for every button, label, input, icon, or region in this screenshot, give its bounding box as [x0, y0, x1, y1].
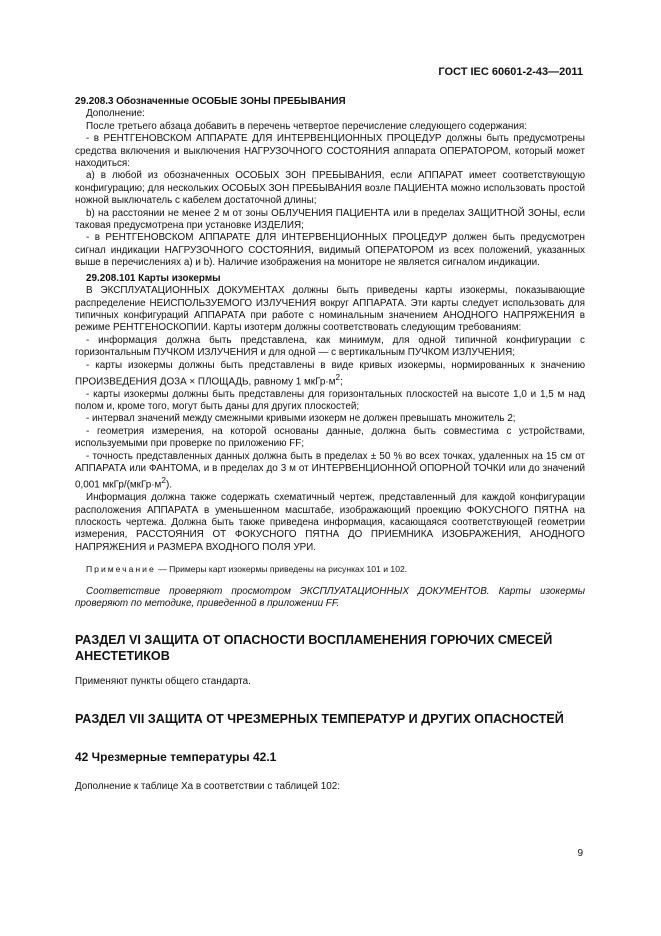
superscript: 2	[335, 372, 341, 382]
paragraph: После третьего абзаца добавить в перечень четвертое перечисление следующего содержания:	[86, 120, 527, 132]
list-item	[75, 360, 585, 389]
page-body	[75, 96, 585, 794]
paragraph: Информация должна также содержать схематичный чертеж, представленный для каждой конфигурации расположения АППАРАТА в уменьшенном масштабе, изображающий проекцию ФОКУСНОГО ПЯТНА на плоскость чертежа. Должна быть также приведена информация, касающаяся соответствующей геометрии измерения, РАССТОЯНИЯ ОТ ФОКУСНОГО ПЯТНА ДО ПРИЕМНИКА ИЗОБРАЖЕНИЯ, АНОДНОГО НАПРЯЖЕНИЯ и РАЗМЕРА ВХОДНОГО ПОЛЯ УРИ.	[75, 492, 585, 553]
note	[75, 563, 585, 575]
paragraph: В ЭКСПЛУАТАЦИОННЫХ ДОКУМЕНТАХ должны быть приведены карты изокермы, показывающие распределение НЕИСПОЛЬЗУЕМОГО ИЗЛУЧЕНИЯ вокруг АППАРАТА. Эти карты следует использовать для типичных конфигураций АППАРАТА при работе с номинальным значением АНОДНОГО НАПРЯЖЕНИЯ в режиме РЕНТГЕНОСКОПИИ. Карты изотерм должны соответствовать следующим требованиям:	[75, 285, 585, 334]
text-run: ;	[340, 376, 343, 388]
section-heading-29-208-101: 29.208.101 Карты изокермы	[86, 272, 221, 284]
list-item	[75, 451, 585, 493]
compliance-statement: Соответствие проверяют просмотром ЭКСПЛУАТАЦИОННЫХ ДОКУМЕНТОВ. Карты изокермы проверяют по методике, приведенной в приложении FF.	[75, 585, 585, 610]
list-item: - информация должна быть представлена, как минимум, для одной типичной конфигурации с горизонтальным ПУЧКОМ ИЗЛУЧЕНИЯ и для одной — с вертикальным ПУЧКОМ ИЗЛУЧЕНИЯ;	[75, 334, 585, 359]
list-item: - геометрия измерения, на которой основаны данные, должна быть совместима с устройствами, используемыми при проверке по приложению FF;	[75, 425, 585, 450]
text-run: - карты изокермы должны быть представлены в виде кривых изокермы, нормированных к значению ПРОИЗВЕДЕНИЯ ДОЗА × ПЛОЩАДЬ, равному 1 мкГр·м	[75, 359, 585, 388]
superscript: 2	[161, 476, 166, 486]
paragraph: Дополнение к таблице Ха в соответствии с таблицей 102:	[75, 781, 340, 793]
page-number: 9	[577, 848, 583, 859]
list-item: - в РЕНТГЕНОВСКОМ АППАРАТЕ ДЛЯ ИНТЕРВЕНЦИОННЫХ ПРОЦЕДУР должны быть предусмотрены средства включения и выключения НАГРУЗОЧНОГО СОСТОЯНИЯ аппарата ОПЕРАТОРОМ, который может находиться:	[75, 133, 585, 170]
text-run: - точность представленных данных должна быть в пределах ± 50 % во всех точках, удаленных на 15 см от АППАРАТА или ФАНТОМА, и в пределах до 3 м от ИНТЕРВЕНЦИОННОЙ ОПОРНОЙ ТОЧКИ или до значений 0,001 мкГр/(мкГр·м	[75, 450, 585, 491]
list-item: - интервал значений между смежными кривыми изокерм не должен превышать множитель 2;	[86, 413, 516, 425]
list-item: b) на расстоянии не менее 2 м от зоны ОБЛУЧЕНИЯ ПАЦИЕНТА или в пределах ЗАЩИТНОЙ ЗОНЫ, если таковая предусмотрена при установке ИЗДЕЛИЯ;	[75, 207, 585, 232]
note-label: Примечание	[86, 564, 156, 575]
clause-heading-42: 42 Чрезмерные температуры 42.1	[75, 749, 277, 764]
paragraph: Применяют пункты общего стандарта.	[75, 676, 251, 688]
document-code: ГОСТ IEC 60601-2-43—2011	[438, 66, 583, 78]
text-run: ).	[165, 479, 172, 491]
list-item: - карты изокермы должны быть представлены для горизонтальных плоскостей на высоте 1,0 и 1,5 м над полом и, кроме того, могут быть даны для других плоскостей;	[75, 388, 585, 413]
list-item: - в РЕНТГЕНОВСКОМ АППАРАТЕ ДЛЯ ИНТЕРВЕНЦИОННЫХ ПРОЦЕДУР должен быть предусмотрен сигнал индикации НАГРУЗОЧНОГО СОСТОЯНИЯ, видимый ОПЕРАТОРОМ из всех положений, указанных выше в перечислениях а) и b). Наличие изображения на мониторе не является сигналом индикации.	[75, 232, 585, 269]
section-heading-29-208-3: 29.208.3 Обозначенные ОСОБЫЕ ЗОНЫ ПРЕБЫВАНИЯ	[75, 96, 346, 107]
list-item: а) в любой из обозначенных ОСОБЫХ ЗОН ПРЕБЫВАНИЯ, если АППАРАТ имеет соответствующую конфигурацию; для нескольких ОСОБЫХ ЗОН ПРЕБЫВАНИЯ возле ПАЦИЕНТА можно использовать простой ножной выключатель с кабелем достаточной длины;	[75, 170, 585, 207]
note-text: — Примеры карт изокермы приведены на рисунках 101 и 102.	[155, 564, 408, 575]
paragraph: Дополнение:	[86, 108, 145, 120]
section-vii-title: РАЗДЕЛ VII ЗАЩИТА ОТ ЧРЕЗМЕРНЫХ ТЕМПЕРАТУР И ДРУГИХ ОПАСНОСТЕЙ	[75, 711, 564, 726]
section-vi-title: РАЗДЕЛ VI ЗАЩИТА ОТ ОПАСНОСТИ ВОСПЛАМЕНЕНИЯ ГОРЮЧИХ СМЕСЕЙ АНЕСТЕТИКОВ	[75, 633, 553, 664]
